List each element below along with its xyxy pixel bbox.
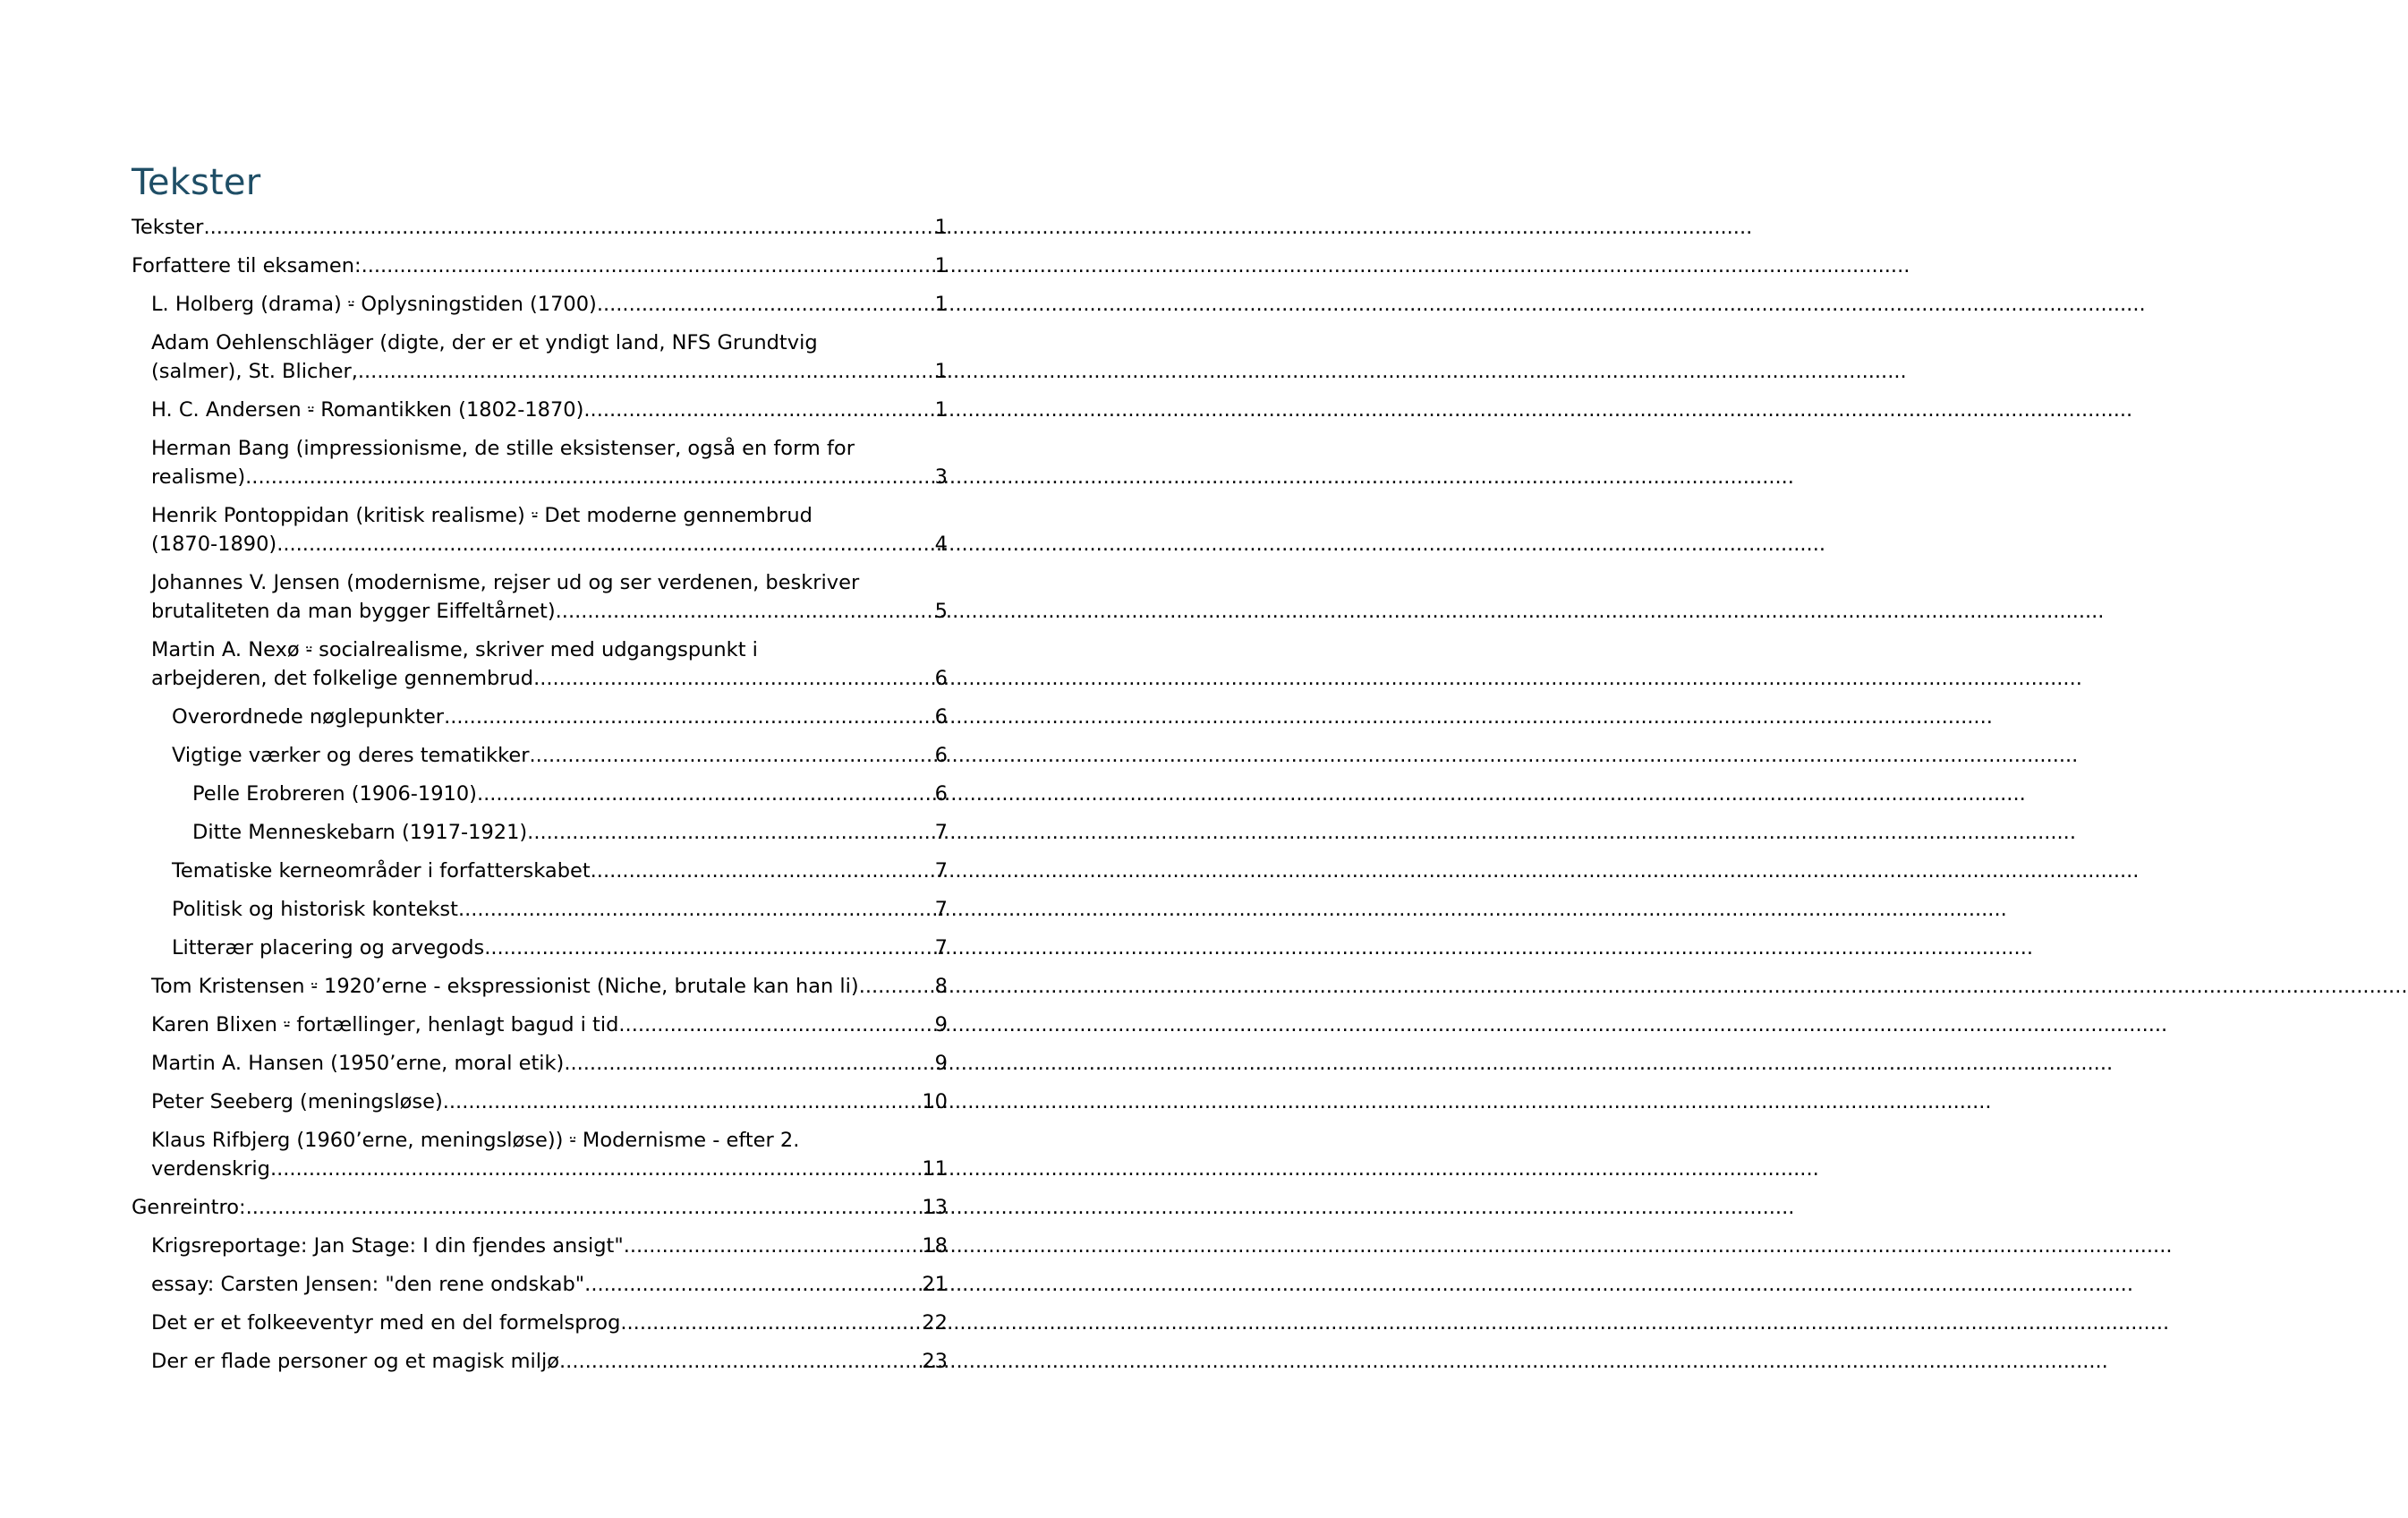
toc-entry-line: [132, 213, 948, 242]
toc-entry[interactable]: [132, 501, 948, 559]
toc-entry-text: (salmer), St. Blicher,: [151, 360, 358, 383]
toc-entry[interactable]: [132, 1193, 948, 1222]
dot-leader: [270, 1155, 922, 1183]
toc-page-number: 7: [934, 859, 948, 883]
toc-entry-content: [151, 1232, 948, 1260]
toc-page-number: 6: [934, 782, 948, 806]
toc-page-number: 1: [934, 293, 948, 316]
toc-entry-text: Karen Blixen ⸚ fortællinger, henlagt bagud i tid: [151, 1013, 619, 1036]
toc-entry-line: [151, 1309, 948, 1337]
toc-entry-text: essay: Carsten Jensen: "den rene ondskab": [151, 1273, 585, 1296]
dot-leader: [443, 1087, 923, 1116]
toc-entry[interactable]: [132, 818, 948, 847]
toc-entry[interactable]: [132, 703, 948, 731]
toc-entry[interactable]: [132, 396, 948, 424]
toc-entry[interactable]: [132, 1126, 948, 1183]
toc-entry-line: [151, 1232, 948, 1260]
toc-entry-text: Vigtige værker og deres tematikker: [172, 744, 530, 767]
toc-entry-text: Peter Seeberg (meningsløse): [151, 1090, 443, 1113]
toc-entry[interactable]: [132, 328, 948, 386]
toc-page-number: 5: [934, 600, 948, 623]
dot-leader: [620, 1309, 922, 1337]
toc-entry-text: Det er et folkeeventyr med en del formelsprog: [151, 1311, 621, 1335]
toc-entry-text: Ditte Menneskebarn (1917-1921): [192, 821, 528, 844]
toc-entry-content: [172, 934, 948, 962]
toc-entry-line: [151, 1087, 948, 1116]
dot-leader: [444, 703, 935, 731]
dot-leader: [484, 934, 934, 962]
toc-entry-text: Martin A. Nexø ⸚ socialrealisme, skriver med udgangspunkt i: [151, 638, 758, 661]
toc-entry-line: [151, 1155, 948, 1183]
toc-entry-line: [151, 664, 948, 693]
toc-entry[interactable]: [132, 741, 948, 770]
toc-entry-text: Litterær placering og arvegods: [172, 936, 485, 959]
toc-entry-text: (1870-1890): [151, 533, 277, 556]
toc-entry[interactable]: [132, 1087, 948, 1116]
toc-entry-content: [151, 1126, 948, 1183]
dot-leader: [597, 290, 935, 319]
dot-leader: [277, 530, 934, 559]
toc-entry-line: [151, 1347, 948, 1376]
dot-leader: [477, 780, 935, 808]
toc-entry-content: [151, 635, 948, 693]
dot-leader: [583, 396, 934, 424]
toc-entry[interactable]: [132, 1347, 948, 1376]
toc-entry-line: [192, 780, 948, 808]
toc-entry-text: L. Holberg (drama) ⸚ Oplysningstiden (1700): [151, 293, 597, 316]
toc-entry-text: Tematiske kerneområder i forfatterskabet: [172, 859, 591, 883]
toc-entry[interactable]: [132, 252, 948, 280]
toc-entry-content: [151, 396, 948, 424]
toc-page-number: 23: [922, 1350, 948, 1373]
toc-entry-text: Tom Kristensen ⸚ 1920’erne - ekspressionist (Niche, brutale kan han li): [151, 975, 859, 998]
dot-leader: [245, 463, 935, 491]
toc-page-number: 1: [934, 360, 948, 383]
toc-entry-text: Adam Oehlenschläger (digte, der er et yndigt land, NFS Grundtvig: [151, 331, 818, 354]
toc-entry-content: [151, 1011, 948, 1039]
toc-entry[interactable]: [132, 1270, 948, 1299]
toc-page-number: 1: [934, 216, 948, 239]
toc-entry-text: H. C. Andersen ⸚ Romantikken (1802-1870): [151, 398, 584, 422]
toc-entry-line: [151, 290, 948, 319]
toc-entry-content: [151, 1309, 948, 1337]
dot-leader: [584, 1270, 922, 1299]
toc-entry-content: [151, 972, 948, 1001]
toc-entry-text: Overordnede nøglepunkter: [172, 705, 445, 729]
toc-entry-content: [151, 1347, 948, 1376]
toc-entry-line: [172, 895, 948, 924]
toc-entry-content: [132, 213, 948, 242]
toc-entry[interactable]: [132, 780, 948, 808]
toc-entry[interactable]: [132, 290, 948, 319]
toc-page-number: 18: [922, 1234, 948, 1258]
toc-entry-text: Genreintro:: [132, 1196, 246, 1219]
toc-entry[interactable]: [132, 1049, 948, 1078]
toc-entry-text: arbejderen, det folkelige gennembrud: [151, 667, 534, 690]
toc-entry-content: [151, 568, 948, 626]
toc-entry[interactable]: [132, 972, 948, 1001]
toc-page-number: 9: [934, 1013, 948, 1036]
toc-entry-text: Martin A. Hansen (1950’erne, moral etik): [151, 1052, 565, 1075]
dot-leader: [203, 213, 934, 242]
toc-heading: Tekster: [132, 162, 261, 203]
toc-entry-text: Klaus Rifbjerg (1960’erne, meningsløse)) ⸚ Modernisme - efter 2.: [151, 1129, 800, 1152]
toc-page-number: 9: [934, 1052, 948, 1075]
table-of-contents: [132, 213, 948, 1376]
dot-leader: [618, 1011, 934, 1039]
toc-entry-text: Henrik Pontoppidan (kritisk realisme) ⸚ Det moderne gennembrud: [151, 504, 813, 527]
document-page: [132, 159, 948, 1386]
toc-entry[interactable]: [132, 895, 948, 924]
toc-entry-text: verdenskrig: [151, 1157, 270, 1181]
toc-entry-content: [151, 1049, 948, 1078]
dot-leader: [246, 1193, 923, 1222]
dot-leader: [527, 818, 935, 847]
toc-entry-line: [151, 972, 948, 1001]
toc-page-number: 1: [934, 398, 948, 422]
dot-leader: [362, 252, 935, 280]
dot-leader: [591, 857, 935, 885]
toc-entry[interactable]: [132, 934, 948, 962]
toc-entry-line: [172, 934, 948, 962]
toc-page-number: 11: [922, 1157, 948, 1181]
toc-entry[interactable]: [132, 1232, 948, 1260]
toc-entry-content: [172, 895, 948, 924]
toc-page-number: 7: [934, 898, 948, 921]
toc-entry-line: [151, 530, 948, 559]
toc-entry-line: [172, 857, 948, 885]
toc-entry[interactable]: [132, 635, 948, 693]
toc-page-number: 6: [934, 744, 948, 767]
toc-entry-text: Tekster: [132, 216, 204, 239]
toc-entry-line: [172, 741, 948, 770]
dot-leader: [859, 972, 935, 1001]
toc-entry-content: [172, 857, 948, 885]
toc-entry-text: Politisk og historisk kontekst: [172, 898, 458, 921]
toc-entry[interactable]: [132, 434, 948, 491]
toc-entry-content: [192, 818, 948, 847]
toc-entry-content: [151, 290, 948, 319]
toc-entry-content: [151, 434, 948, 491]
toc-entry-line: [132, 1193, 948, 1222]
toc-entry-content: [151, 501, 948, 559]
toc-entry[interactable]: [132, 1309, 948, 1337]
toc-page-number: 21: [922, 1273, 948, 1296]
toc-page-number: 4: [934, 533, 948, 556]
toc-page-number: 7: [934, 936, 948, 959]
dot-leader: [564, 1049, 934, 1078]
toc-entry[interactable]: [132, 568, 948, 626]
toc-entry[interactable]: [132, 213, 948, 242]
toc-page-number: 7: [934, 821, 948, 844]
dot-leader: [530, 741, 935, 770]
toc-page-number: 22: [922, 1311, 948, 1335]
toc-page-number: 1: [934, 254, 948, 277]
toc-entry-content: [151, 1270, 948, 1299]
toc-entry-text: Krigsreportage: Jan Stage: I din fjendes ansigt": [151, 1234, 624, 1258]
dot-leader: [559, 1347, 922, 1376]
dot-leader: [458, 895, 935, 924]
toc-entry-text: Johannes V. Jensen (modernisme, rejser ud og ser verdenen, beskriver: [151, 571, 860, 594]
toc-entry-line: [151, 597, 948, 626]
toc-entry-line: [151, 463, 948, 491]
toc-entry-text: realisme): [151, 465, 246, 489]
toc-entry-line: [151, 1270, 948, 1299]
toc-entry-line: [151, 396, 948, 424]
toc-entry-text: Der er flade personer og et magisk miljø: [151, 1350, 560, 1373]
toc-page-number: 6: [934, 667, 948, 690]
toc-entry-text: Herman Bang (impressionisme, de stille eksistenser, også en form for: [151, 437, 855, 460]
toc-entry-line: [172, 703, 948, 731]
toc-entry-text: Pelle Erobreren (1906-1910): [192, 782, 477, 806]
dot-leader: [533, 664, 935, 693]
toc-entry-line: [132, 252, 948, 280]
toc-entry[interactable]: [132, 857, 948, 885]
toc-entry-line: [151, 1049, 948, 1078]
toc-entry-content: [151, 328, 948, 386]
toc-entry-text: Forfattere til eksamen:: [132, 254, 362, 277]
toc-entry-content: [172, 741, 948, 770]
toc-page-number: 10: [922, 1090, 948, 1113]
toc-entry[interactable]: [132, 1011, 948, 1039]
toc-entry-content: [172, 703, 948, 731]
toc-page-number: 13: [922, 1196, 948, 1219]
toc-entry-line: [192, 818, 948, 847]
dot-leader: [358, 357, 935, 386]
toc-entry-content: [192, 780, 948, 808]
toc-entry-content: [132, 252, 948, 280]
toc-page-number: 6: [934, 705, 948, 729]
toc-entry-line: [151, 357, 948, 386]
toc-entry-content: [151, 1087, 948, 1116]
toc-entry-line: [151, 1011, 948, 1039]
toc-entry-text: brutaliteten da man bygger Eiffeltårnet): [151, 600, 556, 623]
toc-page-number: 8: [934, 975, 948, 998]
toc-page-number: 3: [934, 465, 948, 489]
dot-leader: [624, 1232, 923, 1260]
toc-entry-content: [132, 1193, 948, 1222]
dot-leader: [556, 597, 935, 626]
